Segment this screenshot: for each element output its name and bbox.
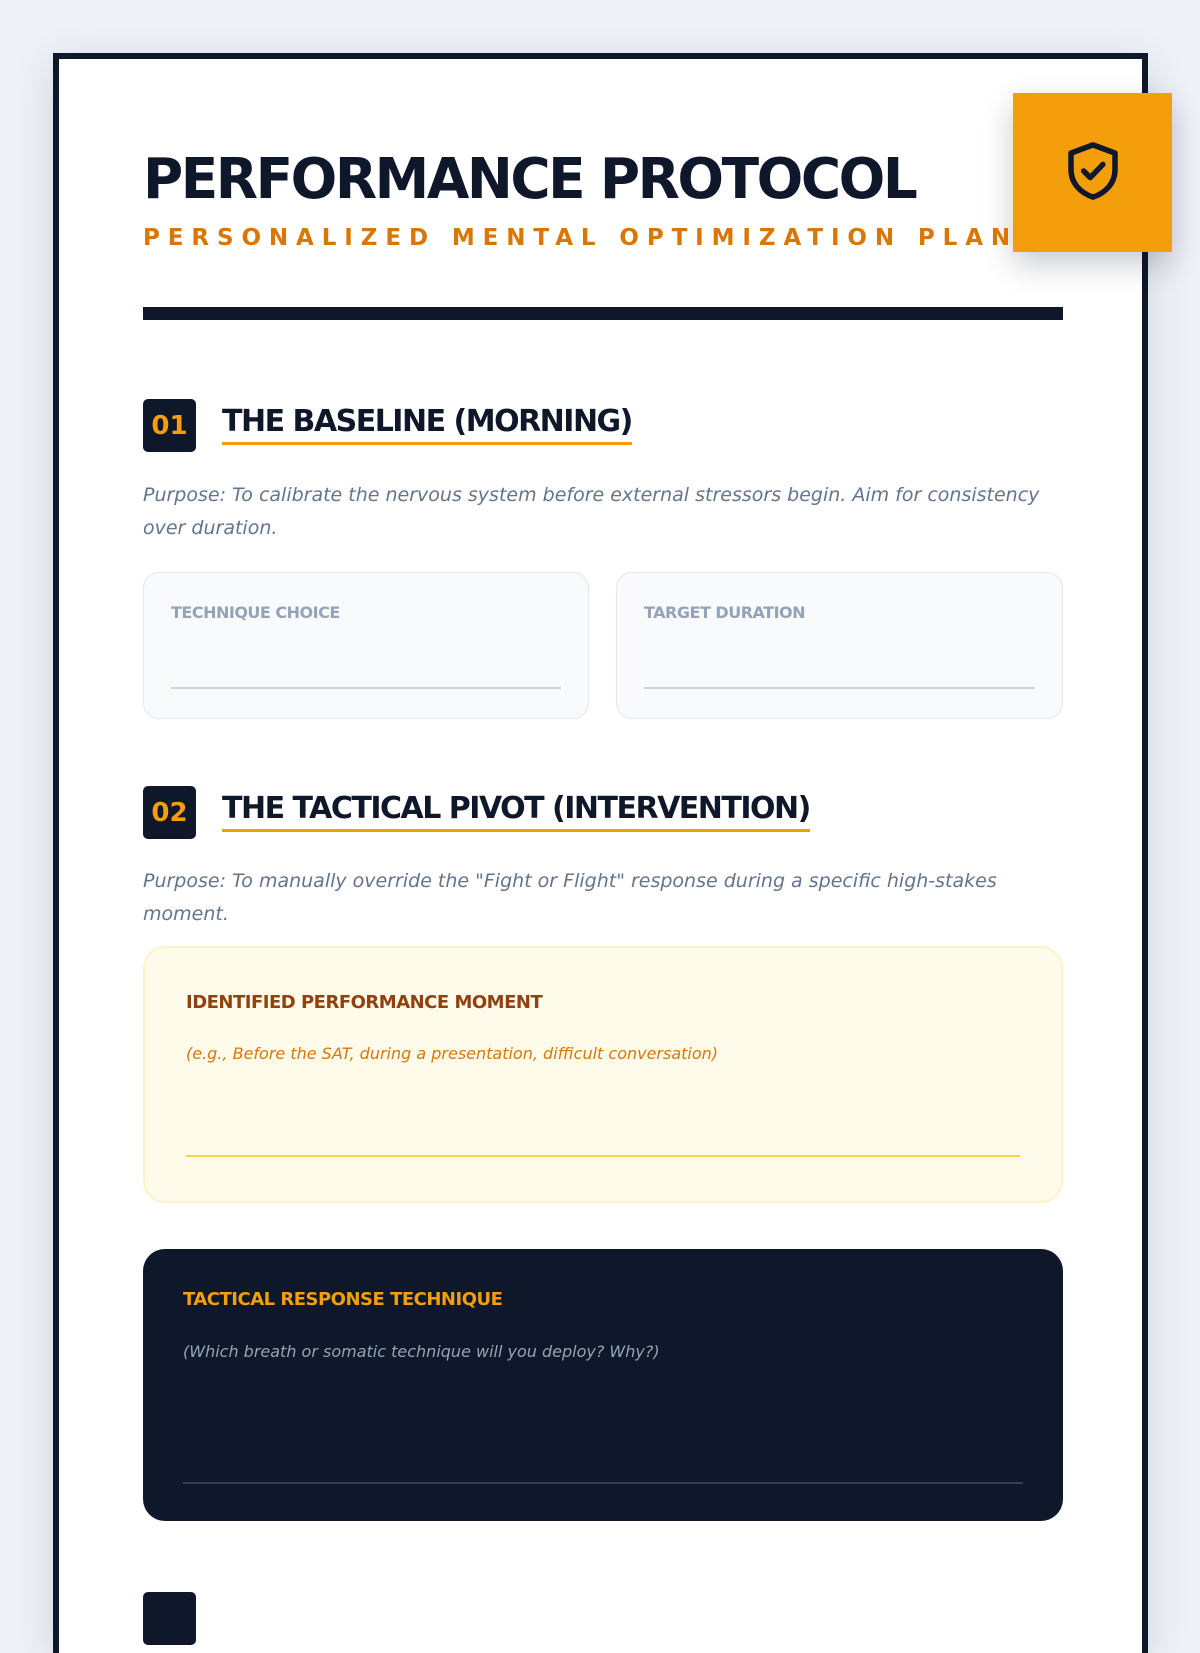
shield-badge (1013, 93, 1172, 252)
field-label: TARGET DURATION (644, 603, 806, 622)
field-hint: (Which breath or somatic technique will you deploy? Why?) (183, 1342, 660, 1361)
page-title: PERFORMANCE PROTOCOL (143, 147, 916, 212)
write-line[interactable] (186, 1155, 1020, 1157)
shield-check-icon (1060, 138, 1126, 208)
section-purpose: Purpose: To calibrate the nervous system before external stressors begin. Aim for consistency over duration. (143, 484, 1040, 539)
technique-choice-field[interactable] (143, 572, 589, 719)
field-label: TECHNIQUE CHOICE (171, 603, 340, 622)
write-line[interactable] (183, 1482, 1023, 1484)
section-purpose: Purpose: To manually override the "Fight or Flight" response during a specific high-stakes moment. (143, 870, 997, 925)
write-line[interactable] (171, 687, 561, 689)
performance-moment-field[interactable] (143, 946, 1063, 1203)
protocol-sheet (53, 53, 1148, 1653)
target-duration-field[interactable] (616, 572, 1063, 719)
section-number-badge: 01 (143, 399, 196, 452)
page-subtitle: PERSONALIZED MENTAL OPTIMIZATION PLAN (143, 225, 1019, 251)
section-title: THE TACTICAL PIVOT (INTERVENTION) (222, 789, 810, 832)
section-title: THE BASELINE (MORNING) (222, 402, 632, 445)
header-divider (143, 307, 1063, 320)
write-line[interactable] (644, 687, 1035, 689)
field-label: IDENTIFIED PERFORMANCE MOMENT (186, 992, 543, 1013)
field-hint: (e.g., Before the SAT, during a presentation, difficult conversation) (186, 1044, 719, 1063)
tactical-response-field[interactable] (143, 1249, 1063, 1521)
section-number-badge: 02 (143, 786, 196, 839)
field-label: TACTICAL RESPONSE TECHNIQUE (183, 1289, 503, 1310)
